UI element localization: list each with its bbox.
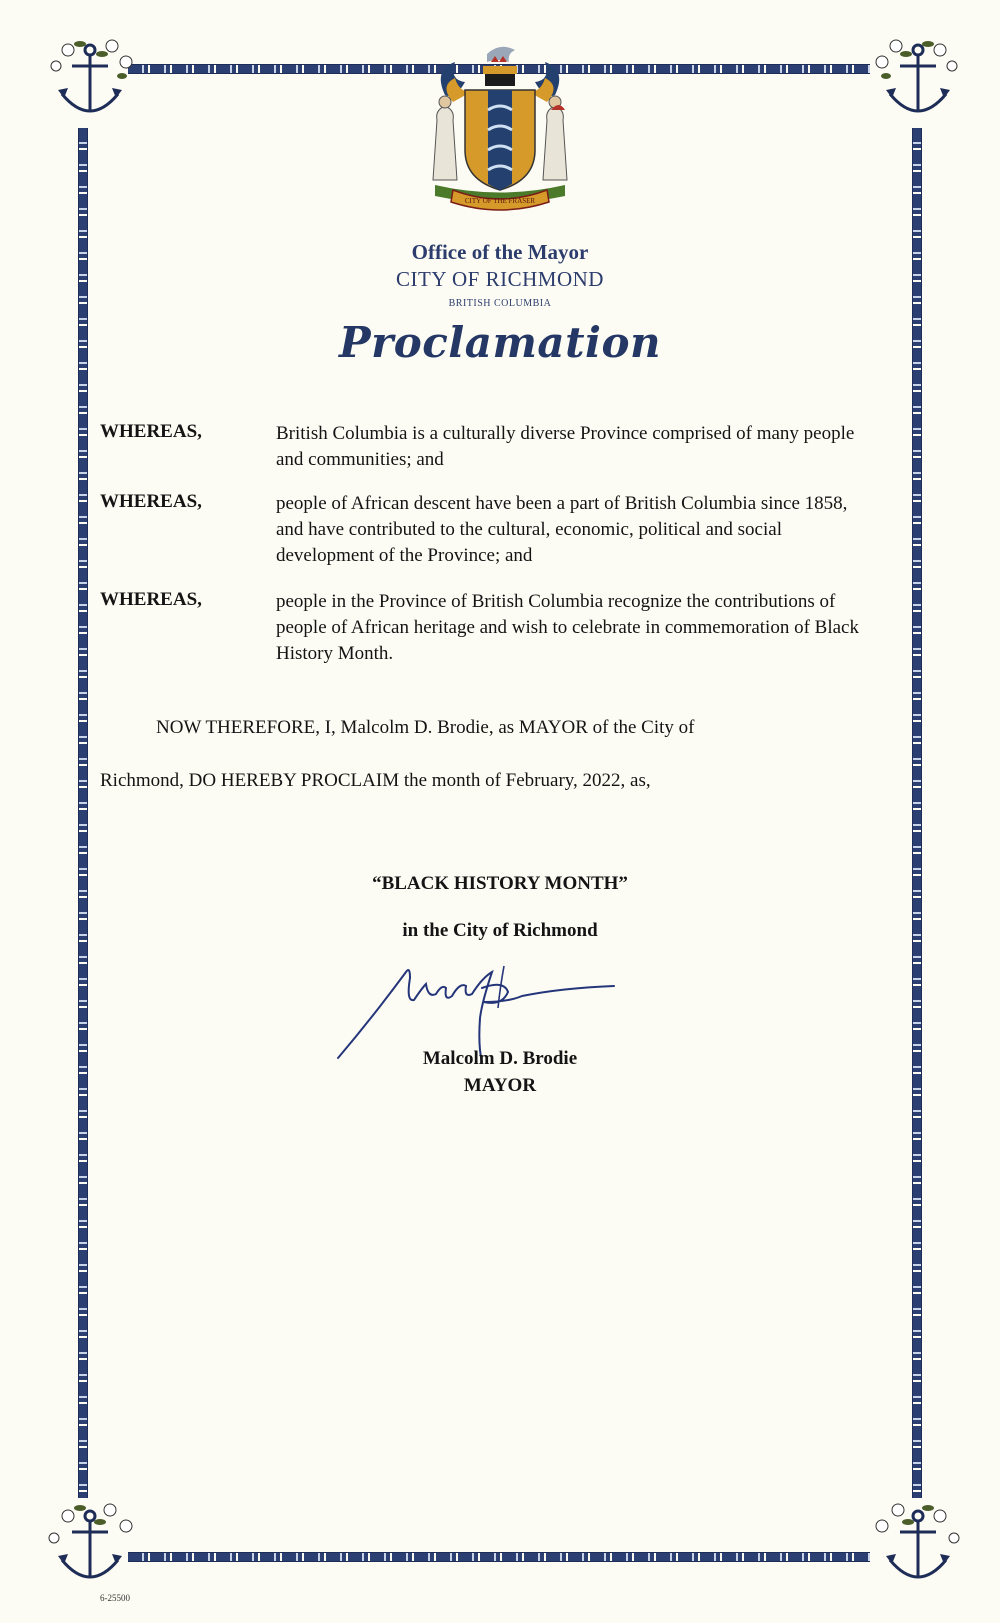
anchor-corner-icon — [868, 32, 968, 132]
event-location: in the City of Richmond — [402, 920, 598, 941]
anchor-corner-icon — [868, 1498, 968, 1598]
office-heading: Office of the Mayor — [411, 240, 589, 264]
crest-motto: CITY OF THE FRASER — [464, 197, 536, 205]
event-name: “BLACK HISTORY MONTH” — [372, 873, 628, 894]
proclamation-line-1: NOW THEREFORE, I, Malcolm D. Brodie, as MAYOR of the City of — [156, 717, 695, 738]
serial-number: 6-25500 — [100, 1593, 130, 1603]
clause-text: British Columbia is a culturally diverse Province comprised of many people and communities; and — [276, 423, 855, 470]
anchor-corner-icon — [40, 32, 140, 132]
coat-of-arms-icon — [425, 40, 575, 215]
clause-keyword: WHEREAS, — [100, 589, 202, 610]
city-heading: CITY OF RICHMOND — [396, 267, 604, 291]
province-subheading: BRITISH COLUMBIA — [448, 298, 552, 309]
signer-name: Malcolm D. Brodie — [422, 1048, 578, 1069]
document-title: Proclamation — [338, 318, 662, 367]
signer-title: MAYOR — [463, 1075, 537, 1096]
border-bottom — [128, 1552, 870, 1562]
proclamation-line-2: Richmond, DO HEREBY PROCLAIM the month of February, 2022, as, — [100, 770, 651, 791]
clause-text: people in the Province of British Columbia recognize the contributions of people of African heritage and wish to celebrate in commemoration of Black History Month. — [276, 591, 859, 664]
clause-keyword: WHEREAS, — [100, 491, 202, 512]
clause-keyword: WHEREAS, — [100, 421, 202, 442]
anchor-corner-icon — [40, 1498, 140, 1598]
clause-text: people of African descent have been a part of British Columbia since 1858, and have contributed to the cultural, economic, political and social development of the Province; and — [276, 493, 848, 566]
